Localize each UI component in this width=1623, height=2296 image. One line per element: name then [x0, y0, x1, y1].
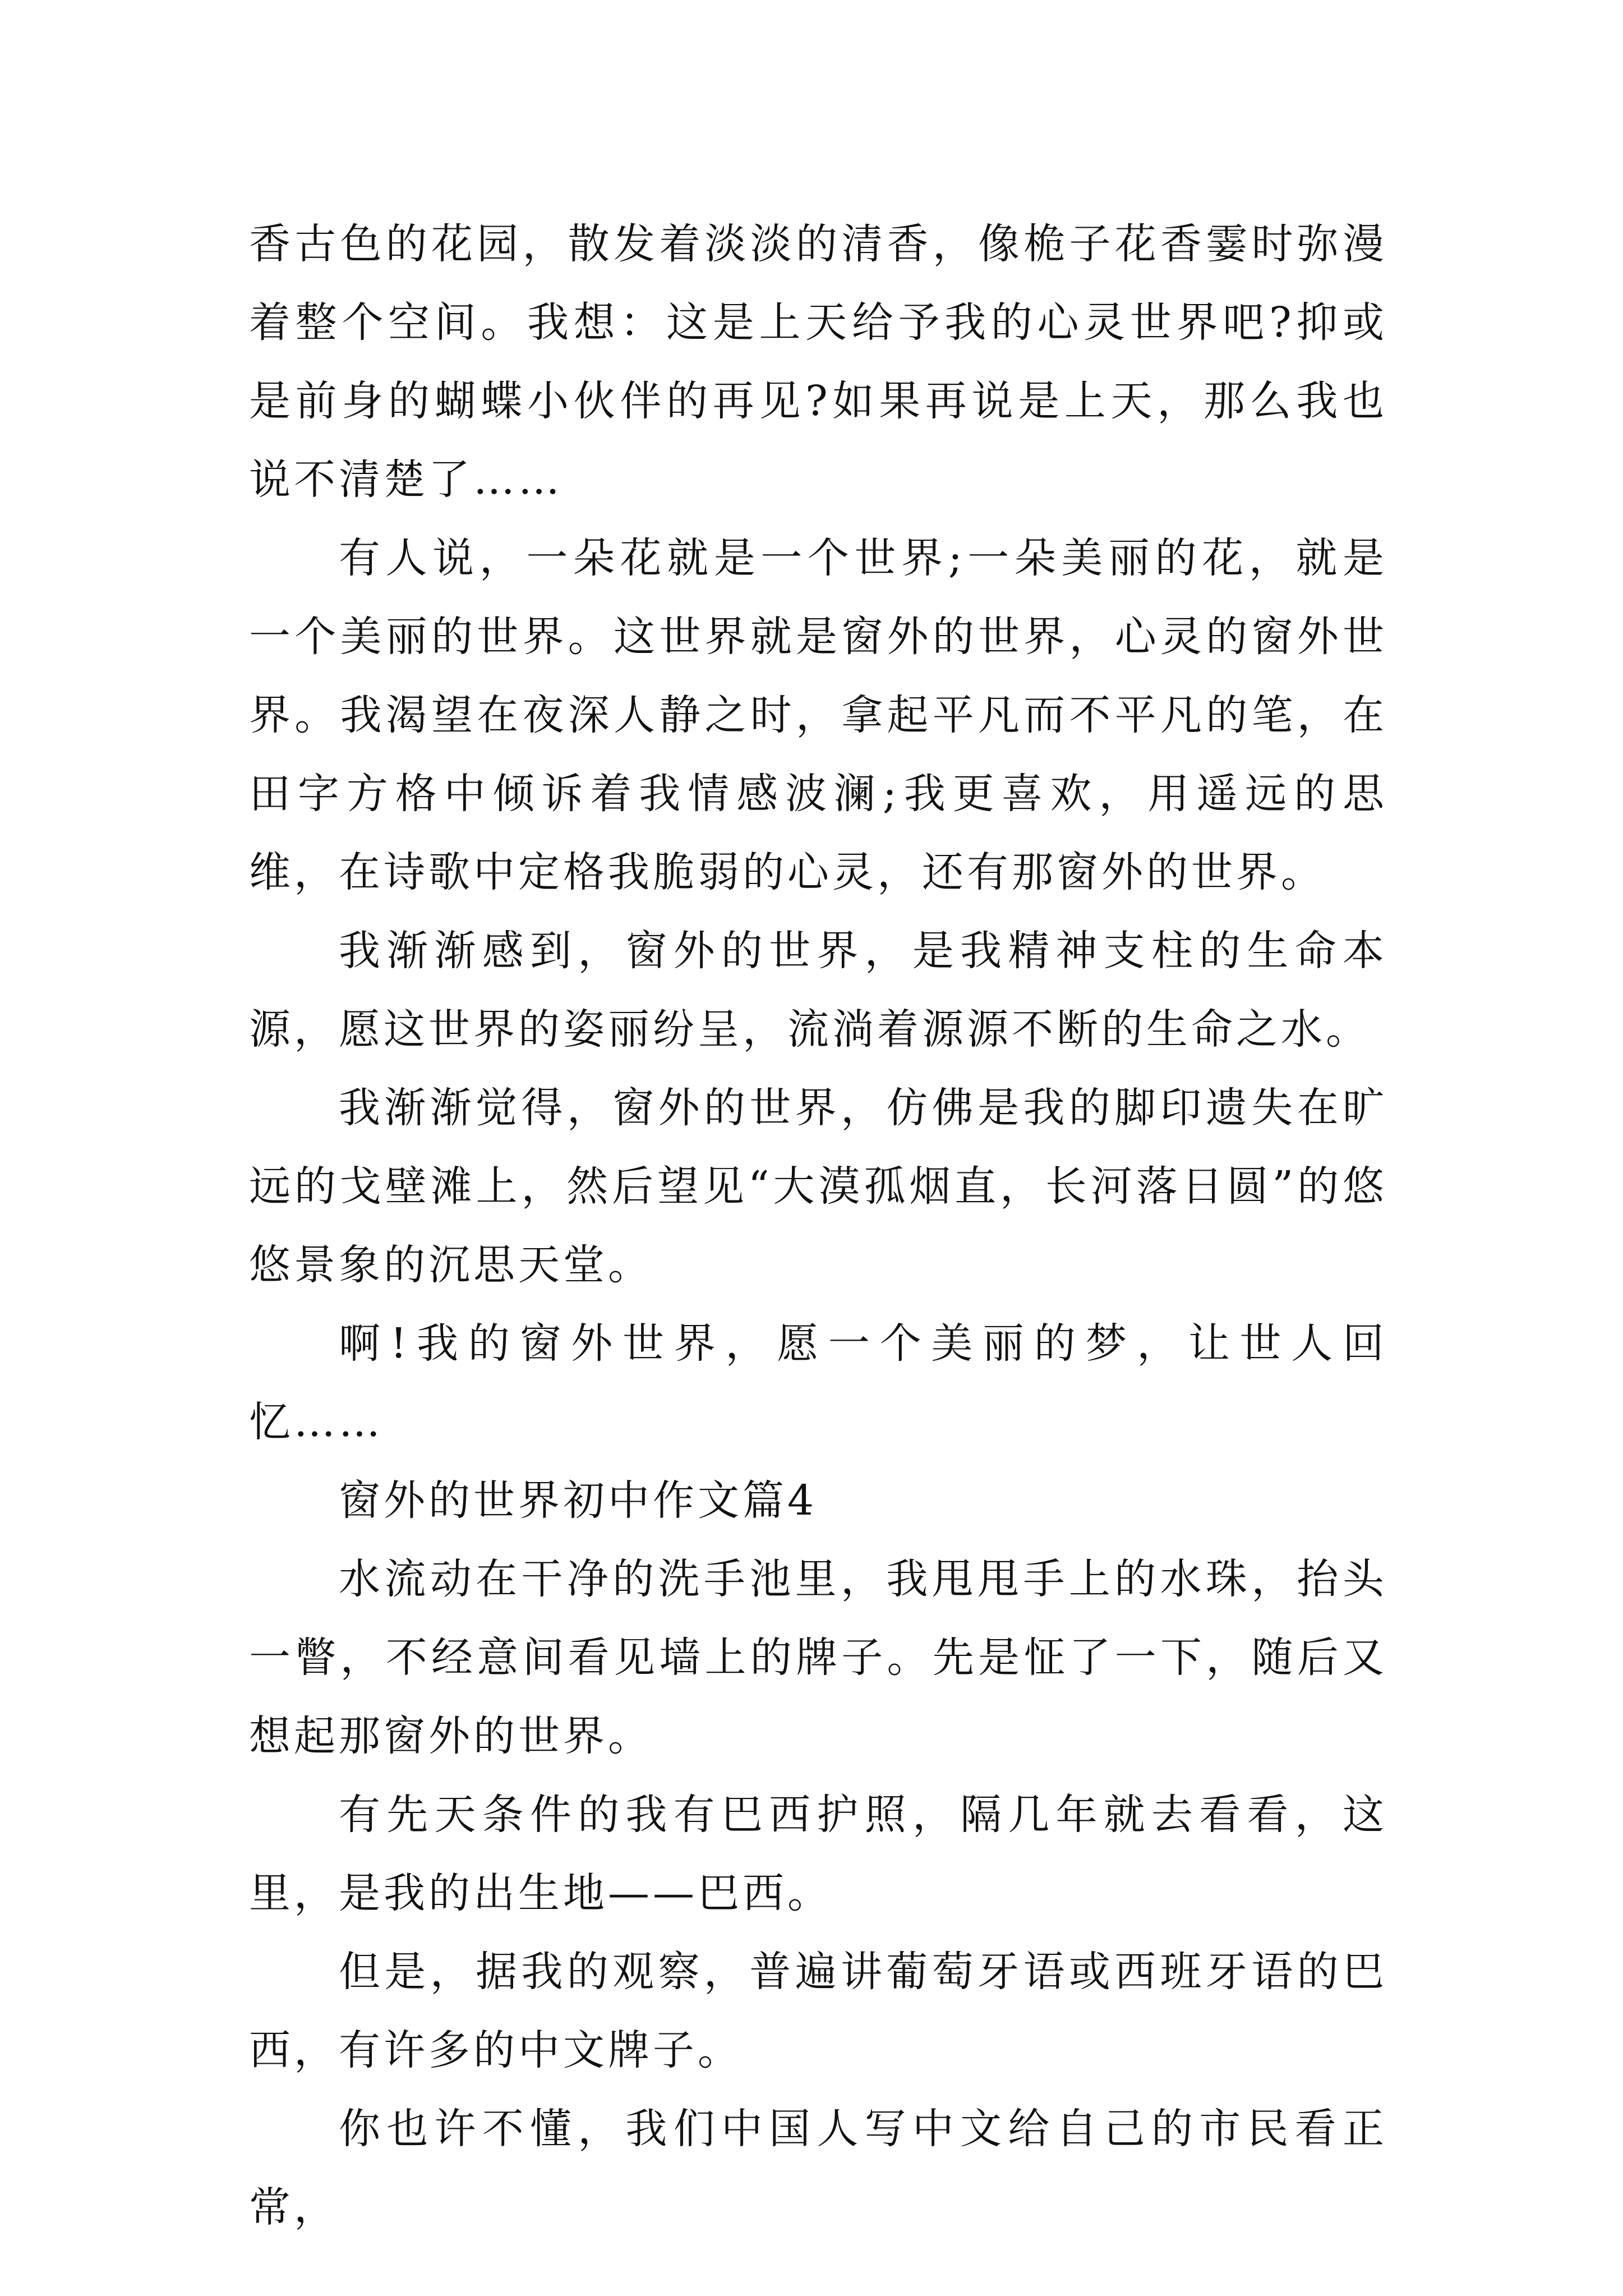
paragraph-3: 我渐渐感到，窗外的世界，是我精神支柱的生命本源，愿这世界的姿丽纷呈，流淌着源源不断的生命之水。: [249, 927, 1387, 1053]
paragraph-2: 有人说，一朵花就是一个世界;一朵美丽的花，就是一个美丽的世界。这世界就是窗外的世界，心灵的窗外世界。我渴望在夜深人静之时，拿起平凡而不平凡的笔，在田字方格中倾诉着我情感波澜;我更喜欢，用遥远的思维，在诗歌中定格我脆弱的心灵，还有那窗外的世界。: [249, 534, 1387, 896]
article-body: [249, 205, 1387, 2247]
paragraph-6: 水流动在干净的洗手池里，我甩甩手上的水珠，抬头一瞥，不经意间看见墙上的牌子。先是怔了一下，随后又想起那窗外的世界。: [249, 1555, 1387, 1760]
paragraph-1: 香古色的花园，散发着淡淡的清香，像桅子花香霎时弥漫着整个空间。我想：这是上天给予我的心灵世界吧?抑或是前身的蝴蝶小伙伴的再见?如果再说是上天，那么我也说不清楚了……: [249, 220, 1387, 504]
paragraph-5: 啊!我的窗外世界，愿一个美丽的梦，让世人回忆……: [249, 1319, 1387, 1446]
paragraph-4: 我渐渐觉得，窗外的世界，仿佛是我的脚印遗失在旷远的戈壁滩上，然后望见“大漠孤烟直，长河落日圆”的悠悠景象的沉思天堂。: [249, 1084, 1387, 1289]
section-heading: 窗外的世界初中作文篇4: [339, 1476, 818, 1525]
paragraph-7: 有先天条件的我有巴西护照，隔几年就去看看，这里，是我的出生地——巴西。: [249, 1791, 1387, 1917]
paragraph-8: 但是，据我的观察，普遍讲葡萄牙语或西班牙语的巴西，有许多的中文牌子。: [249, 1948, 1387, 2074]
paragraph-9: 你也许不懂，我们中国人写中文给自己的市民看正常，: [249, 2105, 1387, 2231]
